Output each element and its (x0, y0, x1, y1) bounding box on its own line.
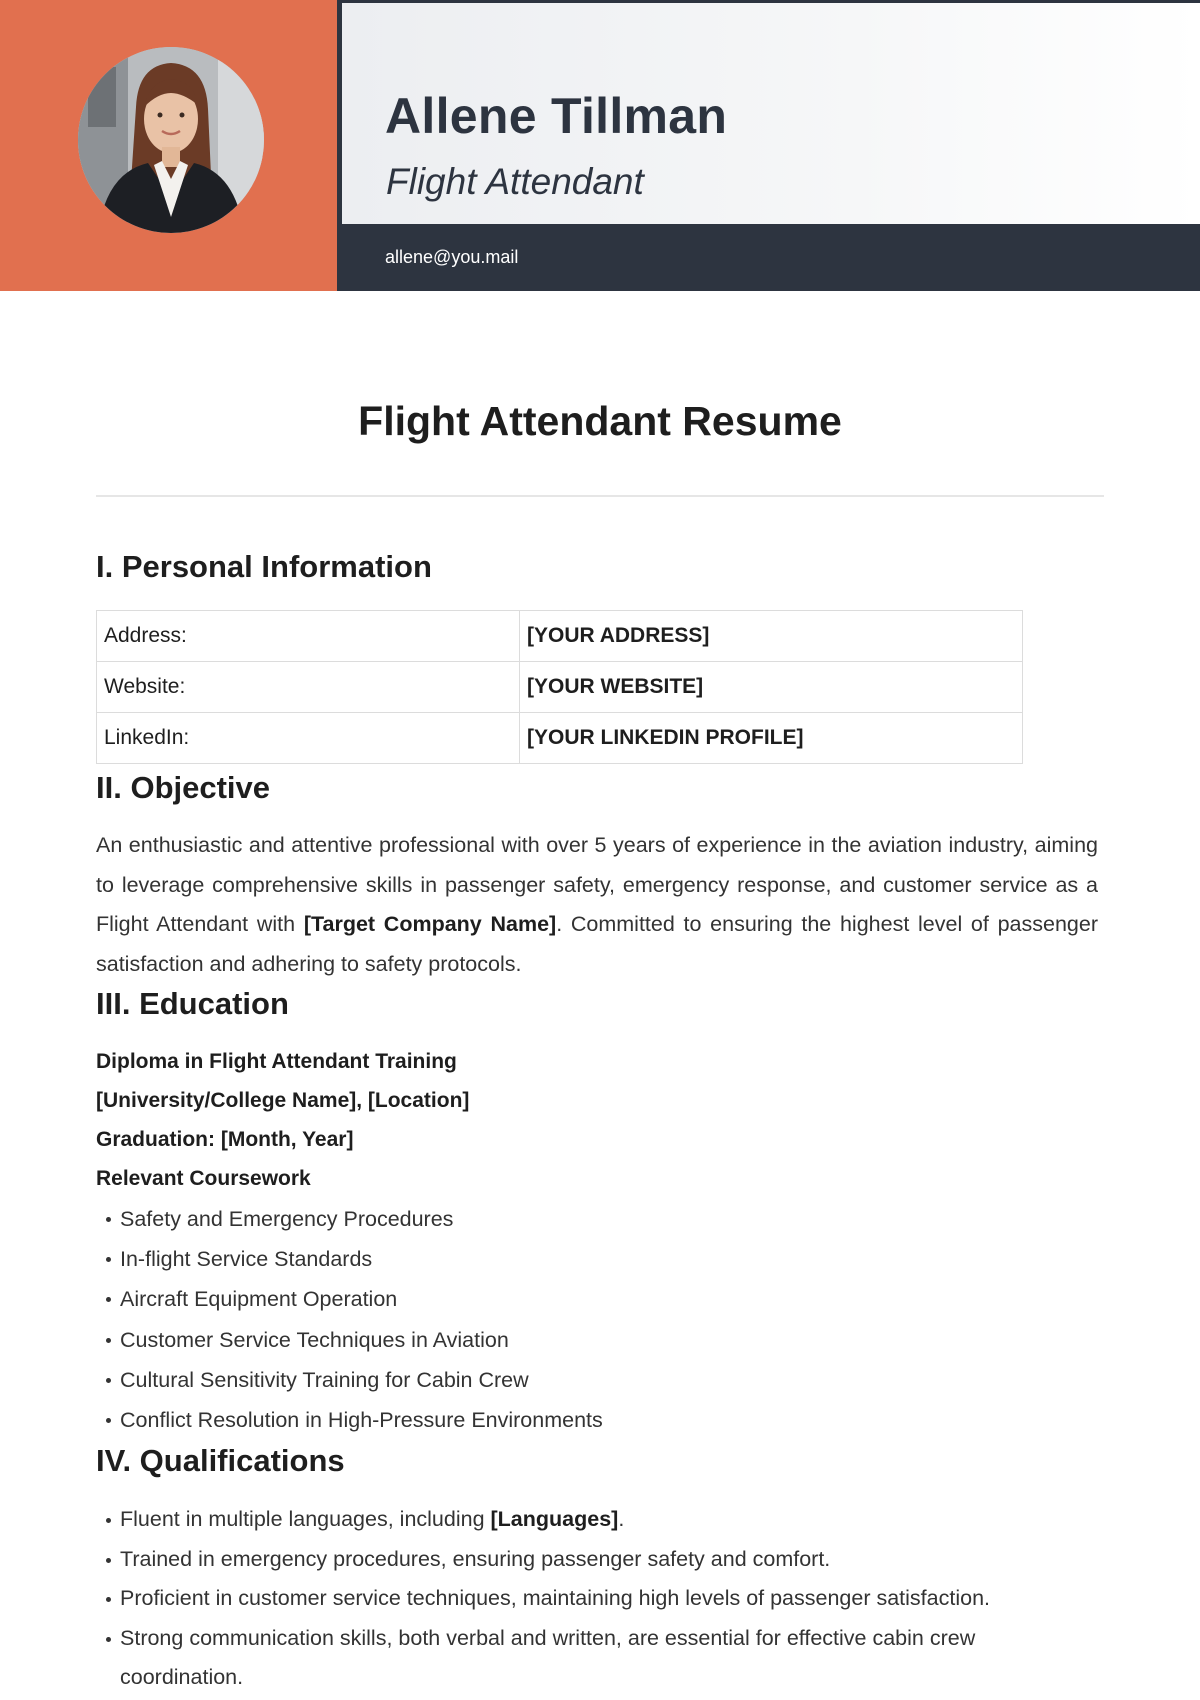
list-item: Strong communication skills, both verbal and written, are essential for effective cabin crew coordination. (96, 1619, 1096, 1698)
table-row (97, 662, 1023, 713)
name-panel (337, 0, 1200, 224)
table-row (97, 611, 1023, 662)
contact-bar (337, 224, 1200, 291)
degree: Diploma in Flight Attendant Training (96, 1050, 457, 1073)
table-row (97, 713, 1023, 764)
graduation: Graduation: [Month, Year] (96, 1128, 354, 1151)
linkedin-label: LinkedIn: (97, 713, 520, 764)
target-company: [Target Company Name] (303, 912, 557, 936)
list-item: Safety and Emergency Procedures (96, 1199, 1096, 1239)
candidate-role: Flight Attendant (386, 161, 644, 202)
website-value: [YOUR WEBSITE] (520, 662, 1023, 713)
section-heading-personal: I. Personal Information (96, 549, 432, 584)
section-heading-objective: II. Objective (96, 770, 271, 805)
coursework-list (96, 1199, 1096, 1440)
school: [University/College Name], [Location] (96, 1089, 470, 1112)
personal-info-table (96, 610, 1023, 764)
languages-placeholder: [Languages] (490, 1507, 619, 1531)
qualification-text: Fluent in multiple languages, including (120, 1507, 491, 1531)
photo-panel (0, 0, 337, 291)
list-item: Proficient in customer service techniques, maintaining high levels of passenger satisfaction. (96, 1579, 1096, 1619)
website-label: Website: (97, 662, 520, 713)
list-item (96, 1500, 1096, 1540)
avatar (78, 47, 264, 233)
list-item: Trained in emergency procedures, ensuring passenger safety and comfort. (96, 1540, 1096, 1580)
qualifications-list (96, 1500, 1096, 1698)
candidate-name: Allene Tillman (385, 88, 728, 144)
education-details (96, 1042, 1096, 1198)
list-item: Cultural Sensitivity Training for Cabin Crew (96, 1360, 1096, 1400)
objective-text-end: . Committed to ensuring the highest level of passenger satisfaction and adhering to safety protocols. (96, 912, 1098, 976)
list-item: In-flight Service Standards (96, 1239, 1096, 1279)
list-item: Aircraft Equipment Operation (96, 1279, 1096, 1319)
linkedin-value: [YOUR LINKEDIN PROFILE] (520, 713, 1023, 764)
profile-photo-icon (78, 47, 264, 233)
address-value: [YOUR ADDRESS] (520, 611, 1023, 662)
divider (96, 495, 1104, 497)
list-item: Conflict Resolution in High-Pressure Environments (96, 1400, 1096, 1440)
qualification-text-end: . (618, 1507, 625, 1531)
objective-text (96, 826, 1098, 984)
section-heading-qualifications: IV. Qualifications (96, 1443, 345, 1478)
section-heading-education: III. Education (96, 986, 289, 1021)
email-link[interactable]: allene@you.mail (385, 247, 519, 267)
list-item: Customer Service Techniques in Aviation (96, 1320, 1096, 1360)
page-title: Flight Attendant Resume (358, 398, 842, 444)
objective-text-start: An enthusiastic and attentive professional with over 5 years of experience in the aviation industry, aiming to leverage comprehensive skills in passenger safety, emergency response, and customer service as a Flight Attendant with (96, 833, 1098, 936)
resume-header (0, 0, 1200, 291)
address-label: Address: (97, 611, 520, 662)
coursework-label: Relevant Coursework (96, 1167, 311, 1190)
